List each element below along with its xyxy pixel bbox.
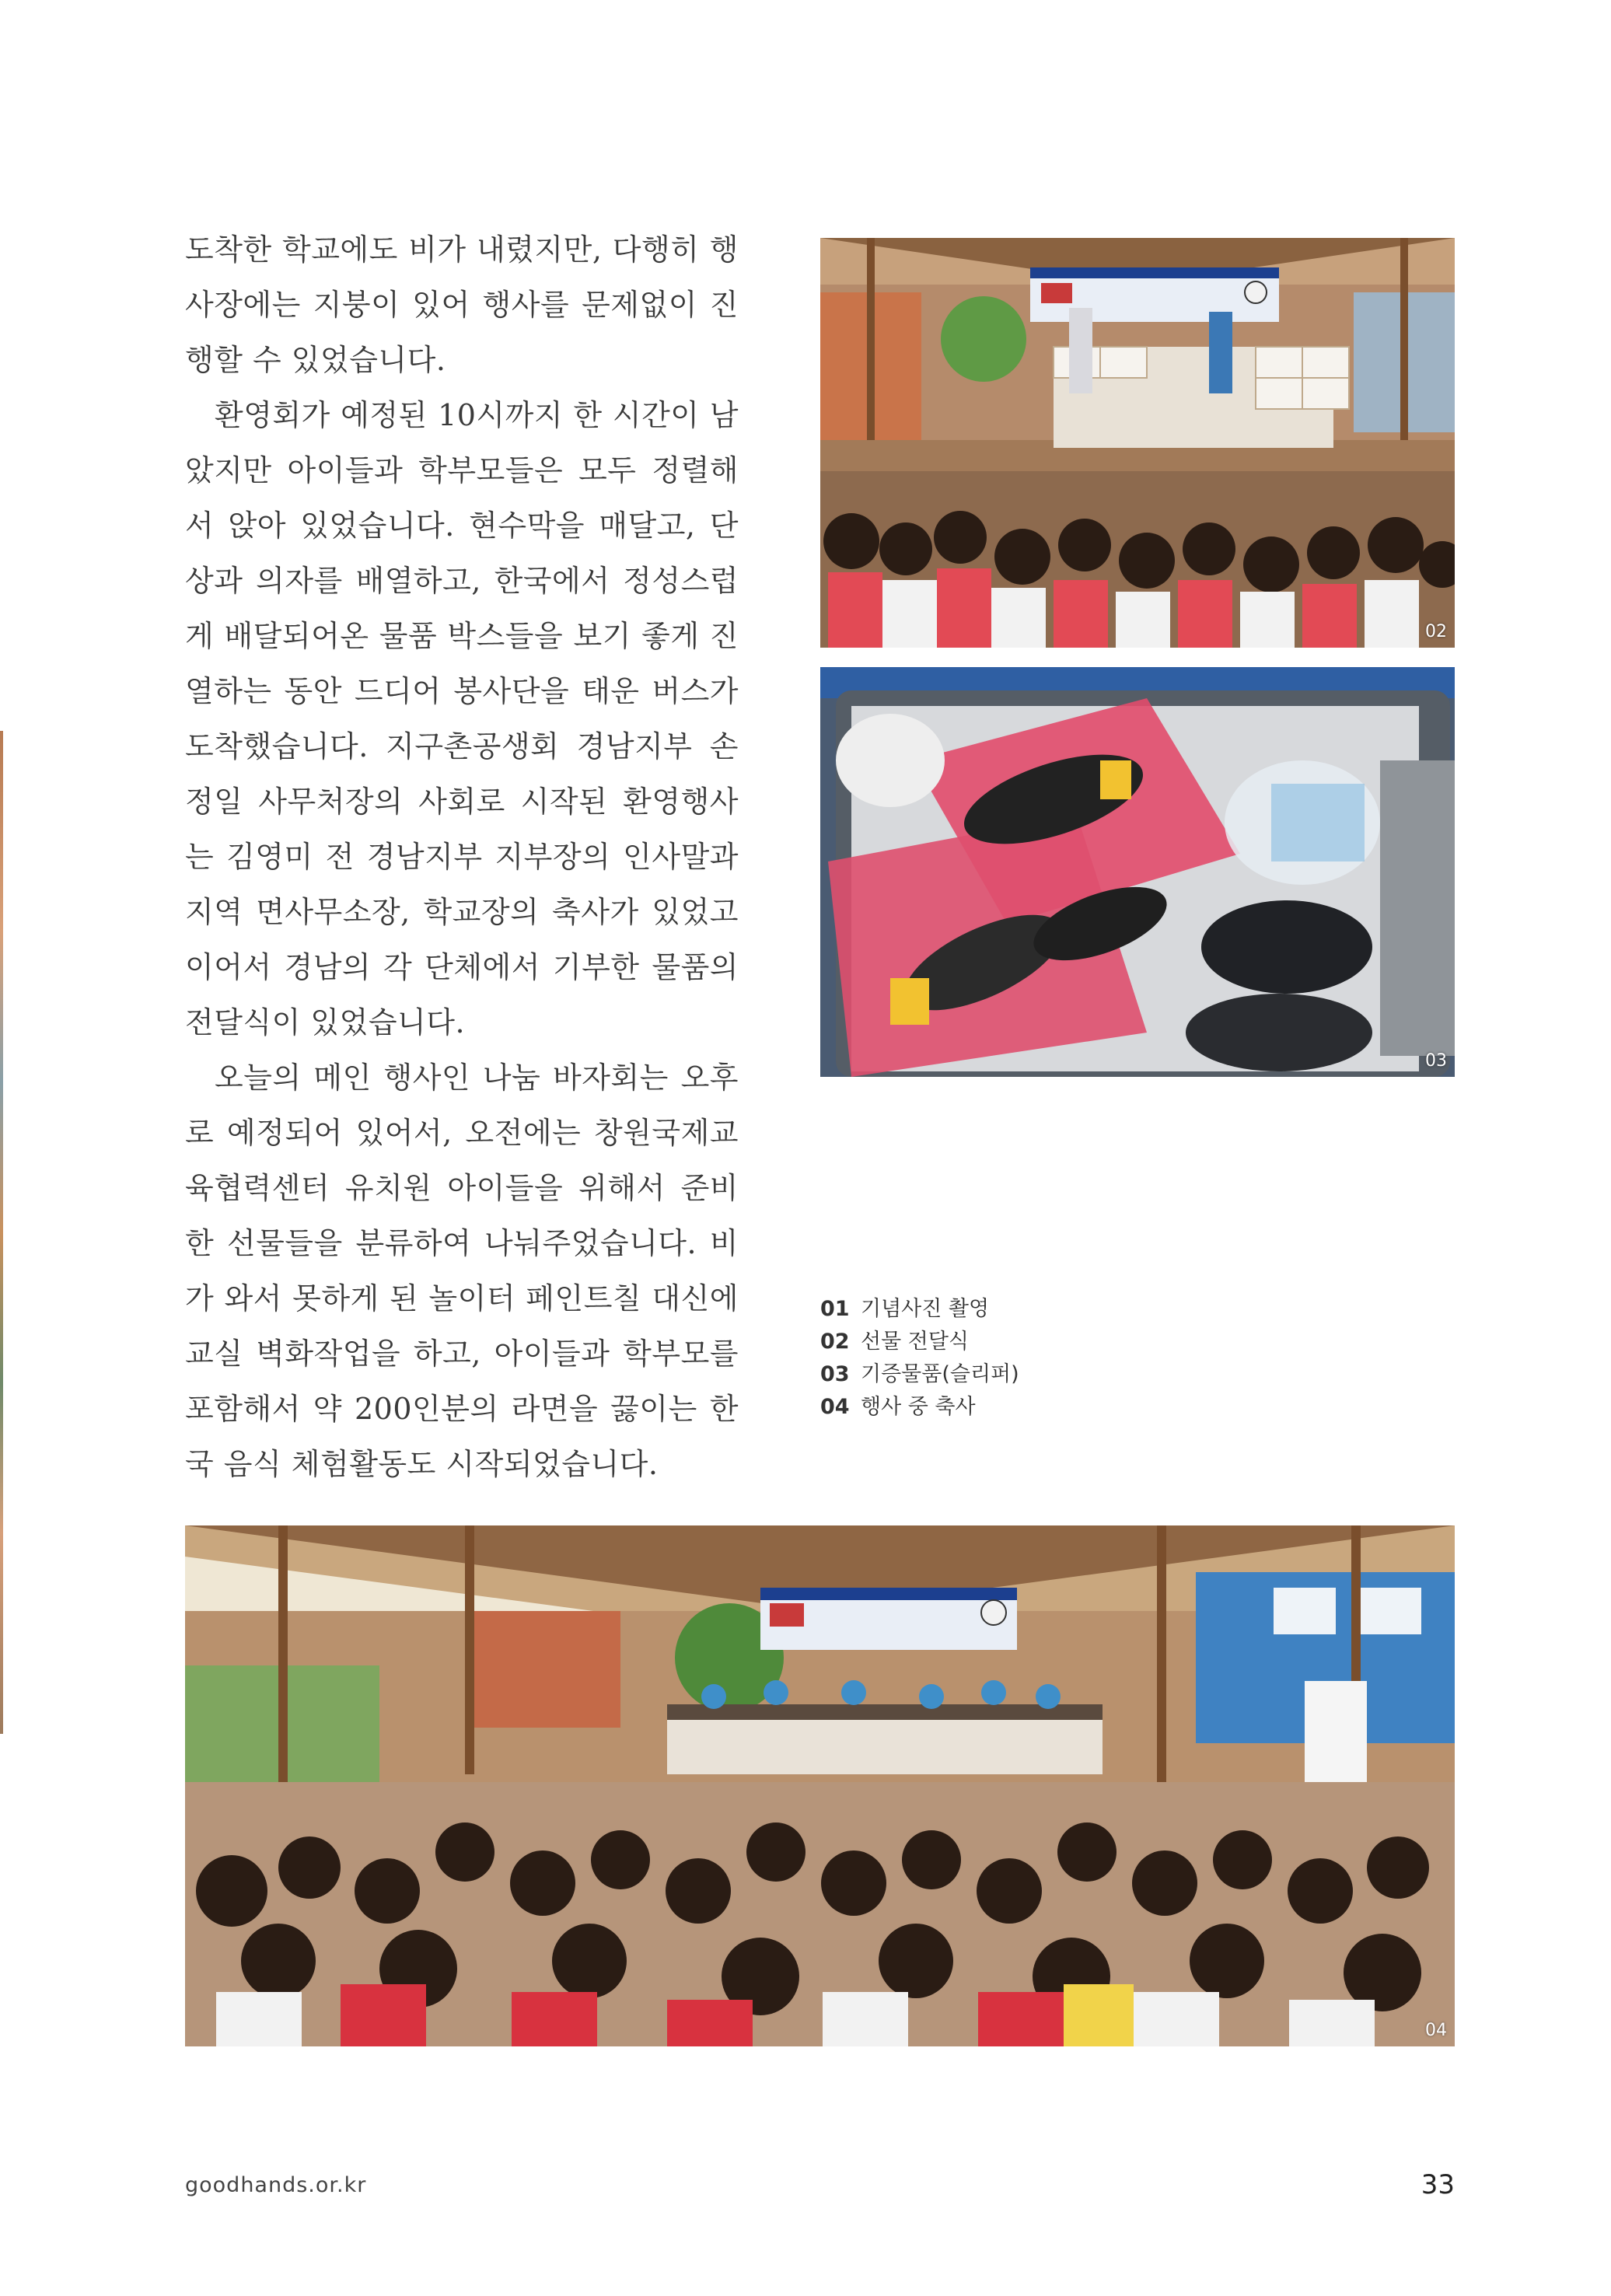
photo-number: 04: [1425, 2021, 1447, 2040]
caption-number: 01: [820, 1297, 850, 1321]
article-body: [185, 222, 739, 1492]
caption-text: 선물 전달식: [861, 1330, 969, 1354]
caption-number: 03: [820, 1362, 850, 1386]
photo-number: 02: [1425, 622, 1447, 641]
photo-donated-slippers: [820, 667, 1455, 1077]
caption-row: [820, 1391, 1019, 1424]
caption-text: 기념사진 촬영: [861, 1297, 990, 1321]
photo-event-speech: [185, 1525, 1455, 2046]
caption-number: 02: [820, 1330, 850, 1354]
caption-text: 행사 중 축사: [861, 1395, 976, 1419]
article-paragraph-2: 환영회가 예정된 10시까지 한 시간이 남았지만 아이들과 학부모들은 모두 정렬해서 앉아 있었습니다. 현수막을 매달고, 단상과 의자를 배열하고, 한국에서 정성스럽게 배달되어온 물품 박스들을 보기 좋게 진열하는 동안 드디어 봉사단을 태운 버스가 도착했습니다. 지구촌공생회 경남지부 손정일 사무처장의 사회로 시작된 환영행사는 김영미 전 경남지부 지부장의 인사말과 지역 면사무소장, 학교장의 축사가 있었고 이어서 경남의 각 단체에서 기부한 물품의 전달식이 있었습니다.: [185, 398, 739, 1040]
caption-row: [820, 1358, 1019, 1391]
footer-url: goodhands.or.kr: [185, 2173, 367, 2197]
previous-page-edge-strip: [0, 731, 3, 1734]
page-number: 33: [1421, 2169, 1455, 2200]
caption-text: 기증물품(슬리퍼): [861, 1362, 1019, 1386]
photo-number: 03: [1425, 1051, 1447, 1071]
article-paragraph-3: 오늘의 메인 행사인 나눔 바자회는 오후로 예정되어 있어서, 오전에는 창원국제교육협력센터 유치원 아이들을 위해서 준비한 선물들을 분류하여 나눠주었습니다. 비가 와서 못하게 된 놀이터 페인트칠 대신에 교실 벽화작업을 하고, 아이들과 학부모를 포함해서 약 200인분의 라면을 끓이는 한국 음식 체험활동도 시작되었습니다.: [185, 1061, 739, 1481]
article-paragraph-1: 도착한 학교에도 비가 내렸지만, 다행히 행사장에는 지붕이 있어 행사를 문제없이 진행할 수 있었습니다.: [185, 232, 739, 377]
caption-row: [820, 1326, 1019, 1358]
caption-row: [820, 1293, 1019, 1326]
photo-gift-ceremony: [820, 238, 1455, 648]
caption-number: 04: [820, 1395, 850, 1419]
photo-captions: [820, 1293, 1019, 1424]
